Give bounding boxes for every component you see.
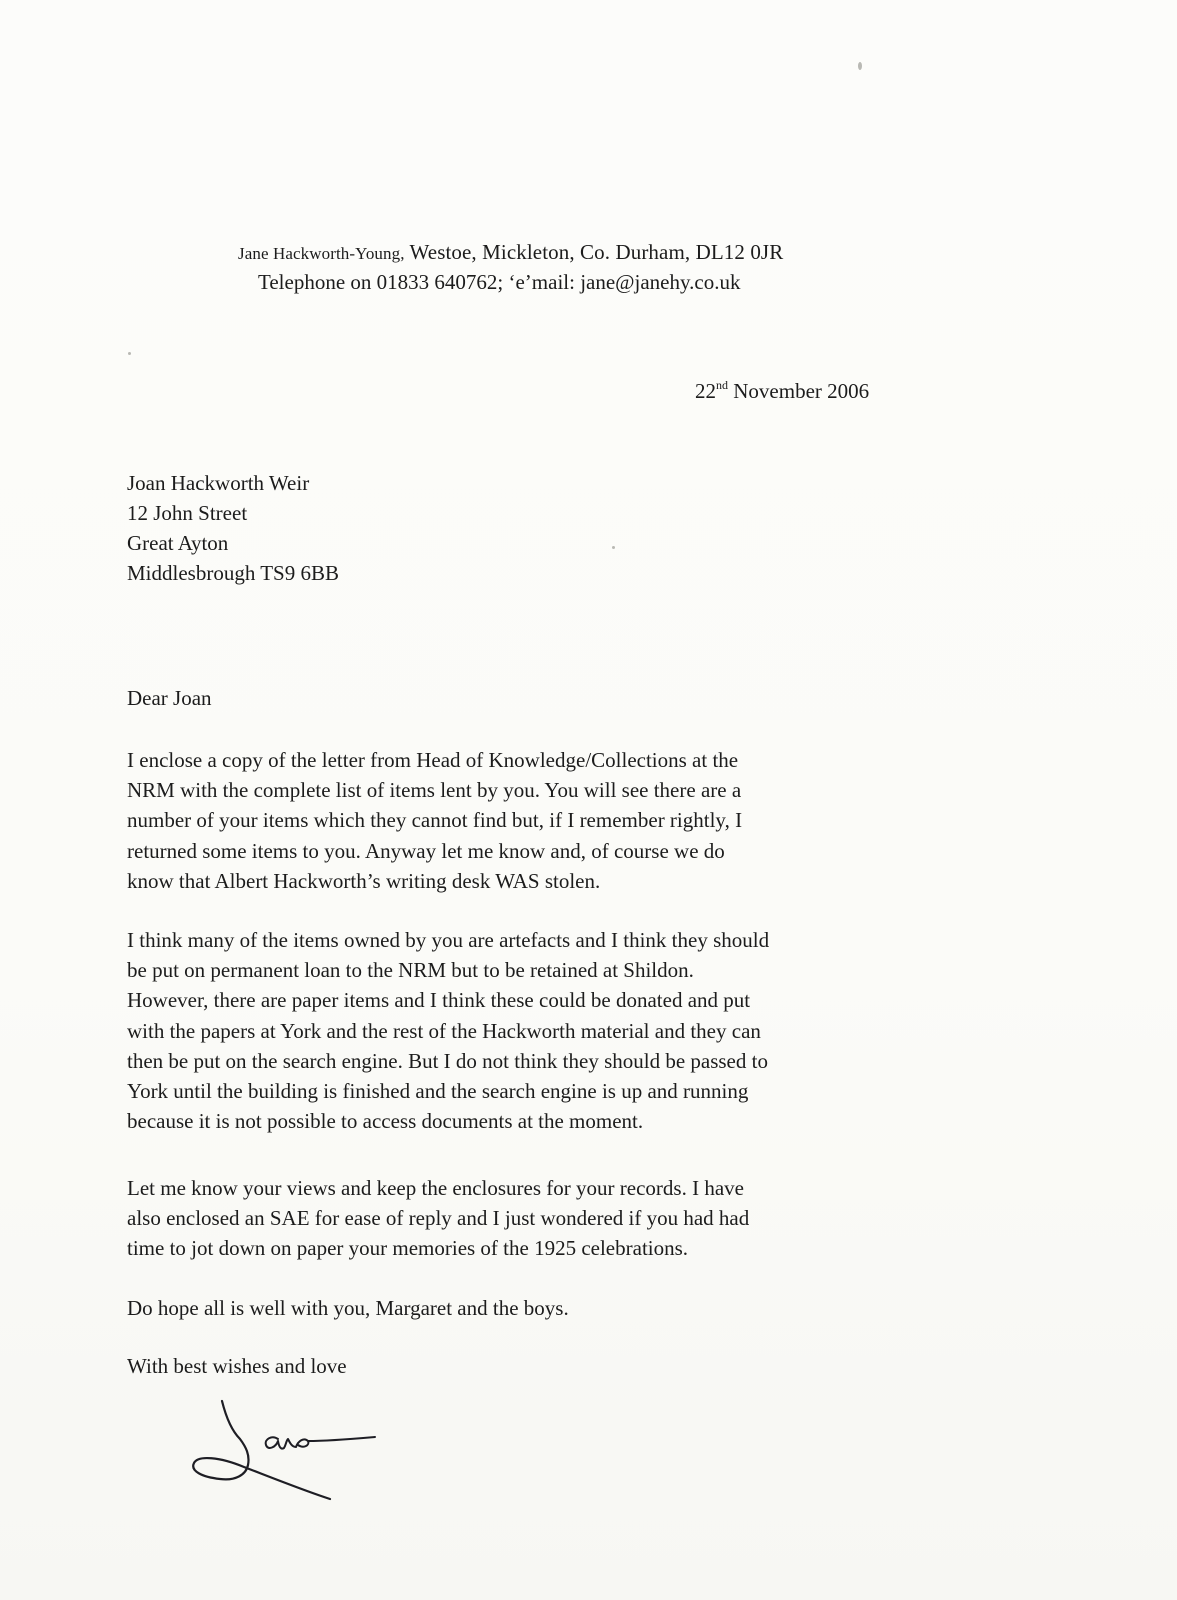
paragraph-line: also enclosed an SAE for ease of reply and I just wondered if you had had (127, 1206, 750, 1231)
paragraph-line: be put on permanent loan to the NRM but to be retained at Shildon. (127, 958, 694, 983)
paragraph-line: Let me know your views and keep the enclosures for your records. I have (127, 1176, 744, 1200)
date-suffix: nd (716, 378, 728, 392)
paragraph-line: Do hope all is well with you, Margaret and the boys. (127, 1296, 569, 1320)
scan-speck (128, 352, 131, 355)
date-day: 22 (695, 379, 716, 403)
paragraph-line: time to jot down on paper your memories of the 1925 celebrations. (127, 1236, 689, 1261)
recipient-town: Great Ayton (127, 531, 229, 555)
paragraph-2 (127, 925, 957, 1136)
scan-speck (612, 546, 615, 549)
letter-date (695, 378, 869, 404)
recipient-address (127, 468, 339, 588)
letterhead-address-rest: Westoe, Mickleton, Co. Durham, DL12 0JR (404, 240, 784, 264)
paragraph-line: I enclose a copy of the letter from Head of Knowledge/Collections at the (127, 748, 739, 772)
paragraph-line: because it is not possible to access documents at the moment. (127, 1109, 644, 1134)
handwritten-signature (180, 1395, 410, 1515)
paragraph-3 (127, 1173, 957, 1264)
paragraph-1 (127, 745, 957, 896)
paragraph-line: NRM with the complete list of items lent by you. You will see there are a (127, 778, 742, 803)
recipient-name: Joan Hackworth Weir (127, 471, 310, 495)
paragraph-line: However, there are paper items and I think these could be donated and put (127, 988, 751, 1013)
paragraph-line: then be put on the search engine. But I do not think they should be passed to (127, 1048, 768, 1073)
date-rest: November 2006 (728, 379, 870, 403)
letterhead-address (238, 240, 783, 265)
paragraph-line: number of your items which they cannot find but, if I remember rightly, I (127, 808, 743, 833)
letterhead-contact: Telephone on 01833 640762; ‘e’mail: jane@janehy.co.uk (258, 270, 741, 294)
paragraph-line: know that Albert Hackworth’s writing desk WAS stolen. (127, 868, 601, 893)
paragraph-4 (127, 1293, 957, 1323)
recipient-city: Middlesbrough TS9 6BB (127, 561, 339, 585)
letterhead-sender-name: Jane Hackworth-Young, (238, 244, 405, 263)
paragraph-line: I think many of the items owned by you are artefacts and I think they should (127, 928, 770, 952)
salutation: Dear Joan (127, 686, 212, 710)
scan-speck (858, 62, 862, 70)
closing: With best wishes and love (127, 1354, 347, 1378)
paragraph-line: returned some items to you. Anyway let me know and, of course we do (127, 838, 725, 863)
recipient-street: 12 John Street (127, 501, 248, 525)
paragraph-line: with the papers at York and the rest of the Hackworth material and they can (127, 1018, 761, 1043)
paragraph-line: York until the building is finished and the search engine is up and running (127, 1079, 749, 1104)
